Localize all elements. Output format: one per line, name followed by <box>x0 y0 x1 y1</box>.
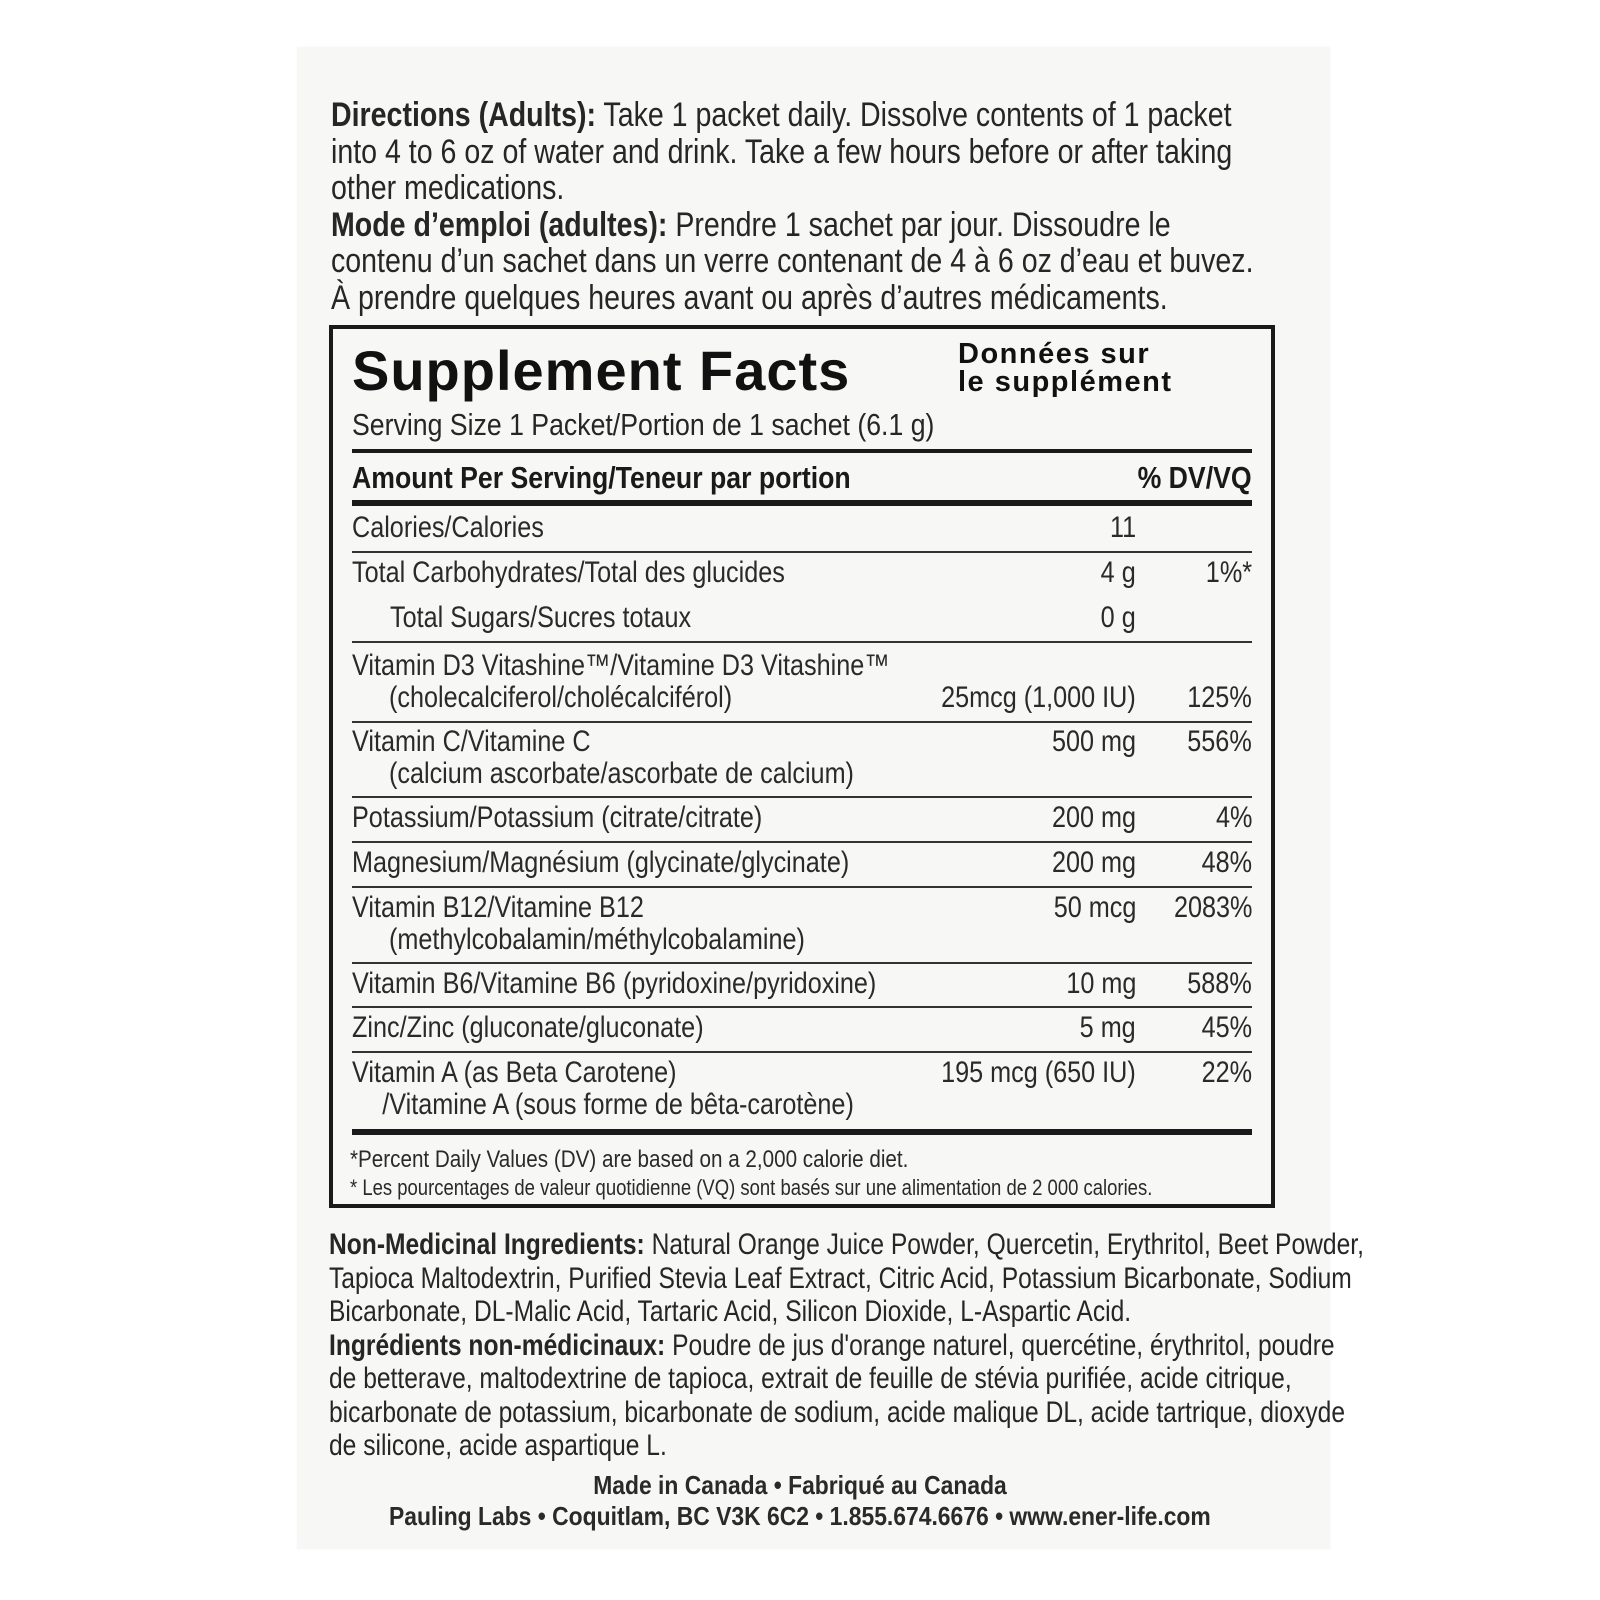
facts-row-name: Calories/Calories <box>352 511 544 544</box>
facts-row-name <box>352 1057 854 1121</box>
ingredients-en-text: Natural Orange Juice Powder, Quercetin, Erythritol, Beet Powder, <box>651 1228 1364 1261</box>
facts-row-name-sub: /Vitamine A (sous forme de bêta-carotène) <box>382 1088 854 1121</box>
supplement-facts-title-fr-line: le supplément <box>958 366 1173 398</box>
row-divider <box>352 962 1252 964</box>
directions-en-text: into 4 to 6 oz of water and drink. Take a few hours before or after taking <box>331 132 1233 171</box>
facts-row-amount: 0 g <box>1100 601 1136 634</box>
ingredients-fr-label: Ingrédients non-médicinaux: <box>329 1328 666 1362</box>
directions-fr-text: À prendre quelques heures avant ou après d’autres médicaments. <box>331 278 1168 317</box>
facts-row-name-main: Vitamin A (as Beta Carotene) <box>352 1056 677 1089</box>
facts-row-name-main: Vitamin C/Vitamine C <box>352 725 591 758</box>
facts-row-dv: 45% <box>1201 1011 1252 1044</box>
row-divider <box>352 1006 1252 1008</box>
directions-fr-text: Prendre 1 sachet par jour. Dissoudre le <box>675 205 1171 244</box>
facts-row-name-main: Vitamin D3 Vitashine™/Vitamine D3 Vitashine™ <box>352 649 890 682</box>
header-dv: % DV/VQ <box>1137 460 1252 495</box>
ingredients-en-text: Tapioca Maltodextrin, Purified Stevia Leaf Extract, Citric Acid, Potassium Bicarbonate, Sodium <box>329 1261 1352 1295</box>
facts-row-amount: 10 mg <box>1065 967 1136 1000</box>
facts-row-name: Total Sugars/Sucres totaux <box>390 601 692 634</box>
facts-row-name-sub: (cholecalciferol/cholécalciférol) <box>388 681 733 714</box>
facts-row-name: Magnesium/Magnésium (glycinate/glycinate) <box>352 846 850 879</box>
divider <box>352 449 1252 453</box>
made-in-canada <box>0 1470 1600 1501</box>
facts-row-dv: 4% <box>1215 801 1252 834</box>
facts-row-amount: 5 mg <box>1079 1011 1136 1044</box>
made-in-canada-text: Made in Canada • Fabriqué au Canada <box>593 1470 1007 1500</box>
serving-size: Serving Size 1 Packet/Portion de 1 sachet (6.1 g) <box>352 407 935 442</box>
company-info-text: Pauling Labs • Coquitlam, BC V3K 6C2 • 1.855.674.6676 • www.ener-life.com <box>389 1501 1211 1531</box>
ingredients-fr-text: de betterave, maltodextrine de tapioca, extrait de feuille de stévia purifiée, acide citrique, <box>329 1362 1292 1395</box>
directions-block <box>331 97 1429 316</box>
ingredients-en-text: Bicarbonate, DL-Malic Acid, Tartaric Acid, Silicon Dioxide, L-Aspartic Acid. <box>329 1295 1132 1328</box>
ingredients-fr-text: de silicone, acide aspartique L. <box>329 1429 667 1462</box>
directions-en-text: Take 1 packet daily. Dissolve contents of 1 packet <box>603 96 1232 134</box>
facts-row-dv: 125% <box>1187 681 1252 714</box>
facts-row-dv: 1%* <box>1205 556 1252 589</box>
ingredients-fr-text: bicarbonate de potassium, bicarbonate de sodium, acide malique DL, acide tartrique, dioxyde <box>329 1395 1346 1429</box>
facts-row-amount: 25mcg (1,000 IU) <box>941 681 1136 714</box>
directions-en-text: other medications. <box>331 169 565 207</box>
facts-row-name: Vitamin B6/Vitamine B6 (pyridoxine/pyridoxine) <box>352 967 877 1000</box>
facts-row-name: Total Carbohydrates/Total des glucides <box>352 556 785 589</box>
facts-row-name-sub: (calcium ascorbate/ascorbate de calcium) <box>388 757 854 790</box>
ingredients-en-label: Non-Medicinal Ingredients: <box>329 1228 645 1261</box>
facts-row-name: Zinc/Zinc (gluconate/gluconate) <box>352 1011 704 1044</box>
directions-fr-label: Mode d’emploi (adultes): <box>331 205 668 244</box>
row-divider <box>352 1051 1252 1053</box>
facts-row-dv: 588% <box>1187 967 1252 1000</box>
row-divider <box>352 796 1252 798</box>
facts-row-amount: 195 mcg (650 IU) <box>941 1056 1136 1089</box>
row-divider <box>352 721 1252 723</box>
footnote-en: *Percent Daily Values (DV) are based on a 2,000 calorie diet. <box>350 1146 909 1173</box>
facts-row-amount: 50 mcg <box>1053 891 1136 924</box>
facts-row-name: Potassium/Potassium (citrate/citrate) <box>352 801 763 834</box>
supplement-facts-title: Supplement Facts <box>352 339 851 402</box>
facts-row-name <box>352 726 854 790</box>
facts-row-amount: 500 mg <box>1051 725 1136 758</box>
facts-row-amount: 200 mg <box>1051 846 1136 879</box>
directions-en-label: Directions (Adults): <box>331 96 596 134</box>
facts-row-dv: 2083% <box>1173 891 1252 924</box>
facts-row-name-main: Vitamin B12/Vitamine B12 <box>352 891 644 924</box>
row-divider <box>352 841 1252 843</box>
ingredients-fr-text: Poudre de jus d'orange naturel, quercétine, érythritol, poudre <box>672 1328 1335 1362</box>
header-amount: Amount Per Serving/Teneur par portion <box>352 460 851 495</box>
row-divider <box>352 551 1252 553</box>
facts-row-dv: 22% <box>1201 1056 1252 1089</box>
company-info <box>0 1501 1600 1532</box>
supplement-facts-title-fr <box>958 340 1173 396</box>
facts-row-name <box>352 650 889 714</box>
row-divider <box>352 641 1252 643</box>
facts-row-dv: 48% <box>1201 846 1252 879</box>
row-divider <box>352 886 1252 888</box>
facts-row-amount: 200 mg <box>1051 801 1136 834</box>
facts-row-name <box>352 892 805 956</box>
supplement-facts-title-fr-line: Données sur <box>958 338 1151 370</box>
directions-fr-text: contenu d’un sachet dans un verre contenant de 4 à 6 oz d’eau et buvez. <box>331 242 1254 280</box>
footnote-fr: * Les pourcentages de valeur quotidienne (VQ) sont basés sur une alimentation de 2 000 calories. <box>350 1175 1153 1200</box>
facts-row-amount: 11 <box>1109 511 1136 544</box>
facts-row-name-sub: (methylcobalamin/méthylcobalamine) <box>388 923 805 956</box>
facts-row-amount: 4 g <box>1100 556 1136 589</box>
ingredients-block <box>329 1228 1591 1463</box>
divider <box>352 500 1252 506</box>
facts-row-dv: 556% <box>1187 725 1252 758</box>
divider <box>352 1129 1252 1135</box>
